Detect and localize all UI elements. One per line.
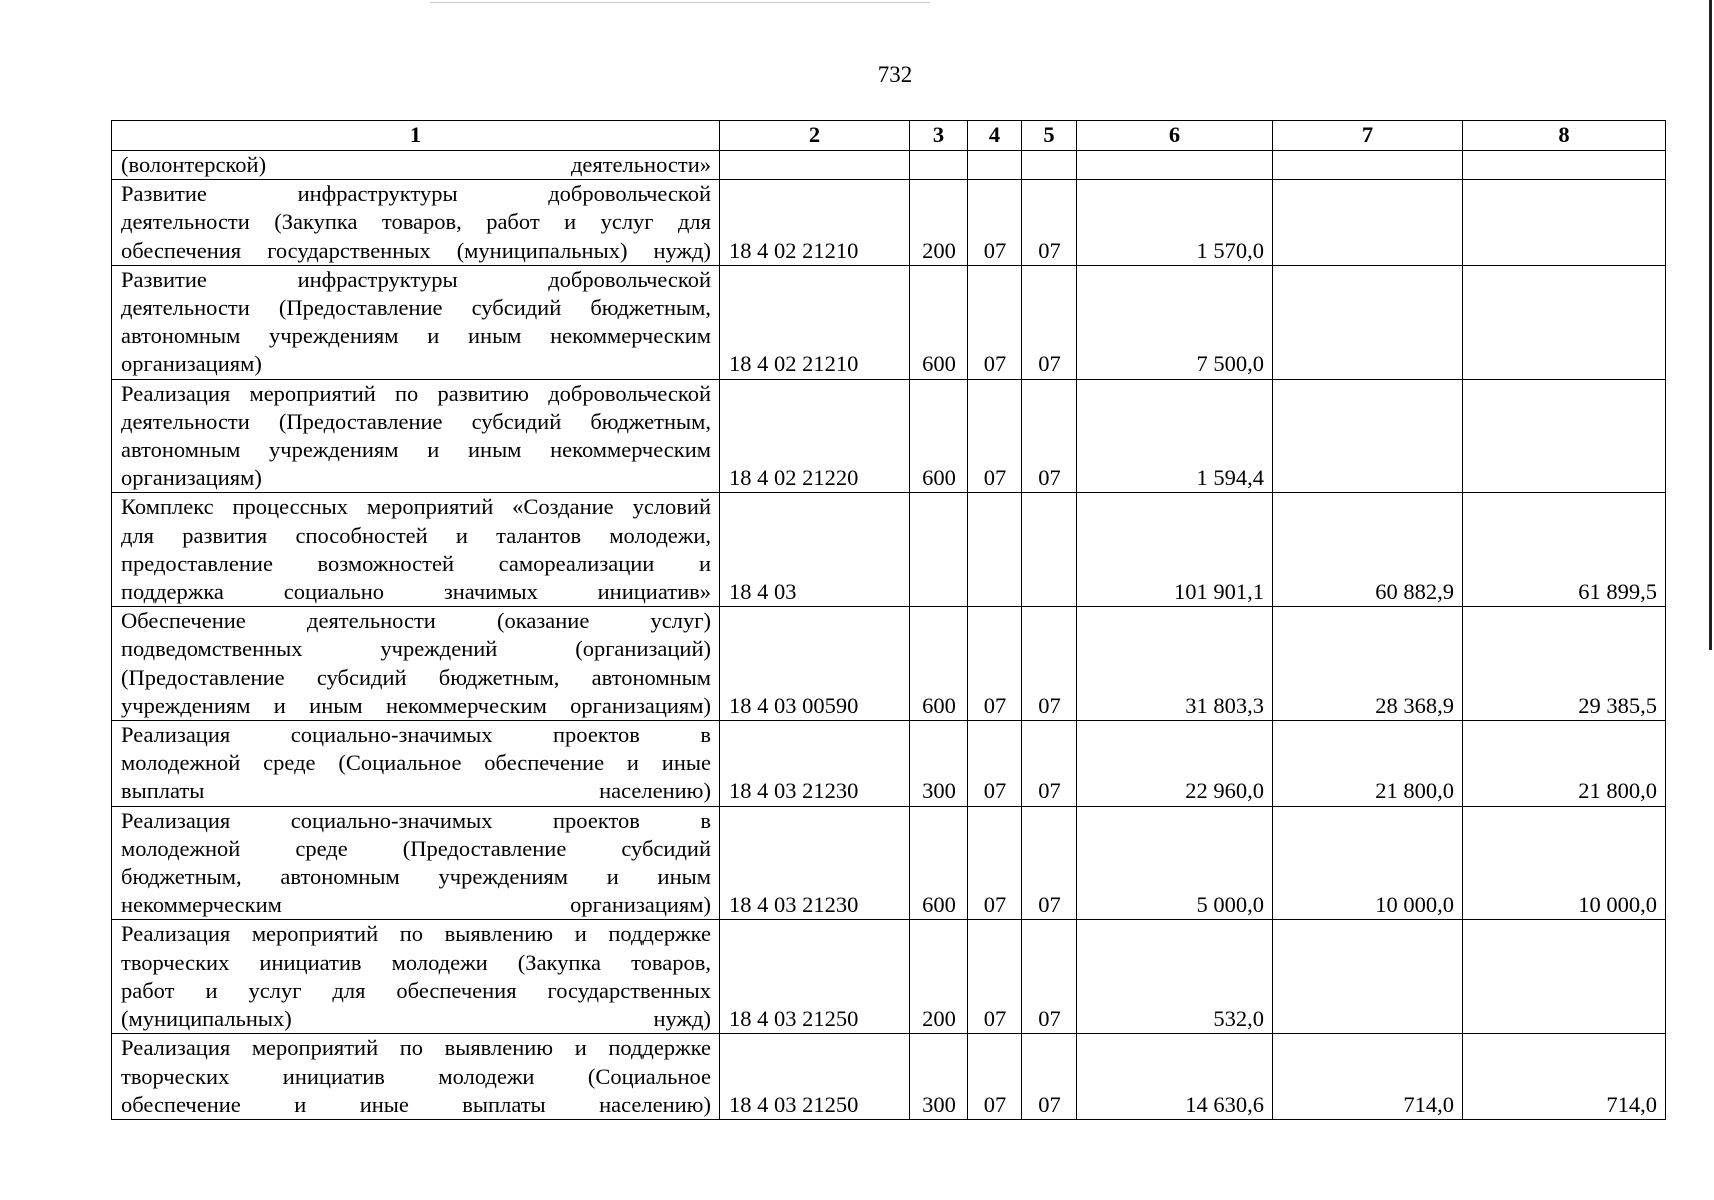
amount-col-6-cell: 5 000,0 (1077, 806, 1273, 920)
header-col-3: 3 (910, 121, 968, 151)
amount-col-7-cell: 60 882,9 (1273, 493, 1463, 607)
row-name-line: Реализация мероприятий по выявлению и поддержке (121, 921, 711, 947)
row-name-line: выплаты населению) (121, 778, 711, 804)
expense-type-cell: 300 (910, 1034, 968, 1120)
row-name-line: Реализация мероприятий по выявлению и поддержке (121, 1035, 711, 1061)
target-code-cell: 18 4 03 21230 (720, 806, 910, 920)
table-row (112, 920, 1666, 1034)
header-row (112, 121, 1666, 151)
row-name-cell (112, 607, 720, 721)
subsection-cell (1022, 493, 1077, 607)
row-name-line: предоставление возможностей самореализации и (121, 550, 711, 576)
row-name-line: поддержка социально значимых инициатив» (121, 579, 711, 605)
target-code-cell: 18 4 03 21250 (720, 920, 910, 1034)
amount-col-7-cell (1273, 151, 1463, 180)
amount-col-6-cell (1077, 151, 1273, 180)
amount-col-6-cell: 101 901,1 (1077, 493, 1273, 607)
row-name-line: работ и услуг для обеспечения государственных (121, 977, 711, 1003)
amount-col-8-cell: 21 800,0 (1463, 721, 1666, 807)
amount-col-7-cell (1273, 920, 1463, 1034)
header-col-4: 4 (968, 121, 1022, 151)
budget-table (111, 120, 1666, 1120)
scan-top-rule (430, 2, 930, 3)
amount-col-6-cell: 14 630,6 (1077, 1034, 1273, 1120)
header-col-1: 1 (112, 121, 720, 151)
target-code-cell: 18 4 03 (720, 493, 910, 607)
subsection-cell: 07 (1022, 1034, 1077, 1120)
amount-col-8-cell: 29 385,5 (1463, 607, 1666, 721)
row-name-line: (Предоставление субсидий бюджетным, автономным (121, 664, 711, 690)
target-code-cell (720, 151, 910, 180)
row-name-line: (волонтерской) деятельности» (121, 152, 711, 177)
table-row (112, 151, 1666, 180)
header-col-5: 5 (1022, 121, 1077, 151)
amount-col-6-cell: 1 594,4 (1077, 379, 1273, 493)
row-name-cell (112, 721, 720, 807)
table-row (112, 607, 1666, 721)
amount-col-8-cell (1463, 180, 1666, 266)
row-name-cell (112, 180, 720, 266)
amount-col-6-cell: 1 570,0 (1077, 180, 1273, 266)
section-cell: 07 (968, 265, 1022, 379)
amount-col-7-cell: 21 800,0 (1273, 721, 1463, 807)
table-row (112, 180, 1666, 266)
row-name-line: творческих инициатив молодежи (Социальное (121, 1063, 711, 1089)
row-name-cell (112, 920, 720, 1034)
row-name-line: автономным учреждениям и иным некоммерческим (121, 437, 711, 463)
row-name-line: Обеспечение деятельности (оказание услуг) (121, 608, 711, 634)
row-name-line: для развития способностей и талантов молодежи, (121, 522, 711, 548)
subsection-cell: 07 (1022, 607, 1077, 721)
table-row (112, 1034, 1666, 1120)
amount-col-7-cell (1273, 379, 1463, 493)
row-name-line: творческих инициатив молодежи (Закупка товаров, (121, 949, 711, 975)
expense-type-cell: 600 (910, 607, 968, 721)
section-cell (968, 493, 1022, 607)
scan-edge-line (1709, 0, 1712, 650)
row-name-line: (муниципальных) нужд) (121, 1006, 711, 1032)
target-code-cell: 18 4 02 21210 (720, 265, 910, 379)
target-code-cell: 18 4 03 21230 (720, 721, 910, 807)
row-name-line: Реализация мероприятий по развитию добровольческой (121, 380, 711, 406)
subsection-cell: 07 (1022, 920, 1077, 1034)
header-col-6: 6 (1077, 121, 1273, 151)
row-name-line: бюджетным, автономным учреждениям и иным (121, 864, 711, 890)
header-col-7: 7 (1273, 121, 1463, 151)
amount-col-8-cell (1463, 379, 1666, 493)
row-name-line: организациям) (121, 351, 262, 377)
expense-type-cell (910, 493, 968, 607)
section-cell (968, 151, 1022, 180)
row-name-line: деятельности (Закупка товаров, работ и услуг для (121, 209, 711, 235)
amount-col-8-cell: 61 899,5 (1463, 493, 1666, 607)
section-cell: 07 (968, 607, 1022, 721)
subsection-cell: 07 (1022, 379, 1077, 493)
expense-type-cell: 300 (910, 721, 968, 807)
row-name-line: обеспечение и иные выплаты населению) (121, 1091, 711, 1117)
amount-col-8-cell: 714,0 (1463, 1034, 1666, 1120)
row-name-line: некоммерческим организациям) (121, 892, 711, 918)
row-name-line: Развитие инфраструктуры добровольческой (121, 266, 711, 292)
row-name-cell (112, 493, 720, 607)
row-name-cell (112, 1034, 720, 1120)
subsection-cell: 07 (1022, 806, 1077, 920)
section-cell: 07 (968, 1034, 1022, 1120)
row-name-cell (112, 265, 720, 379)
section-cell: 07 (968, 806, 1022, 920)
table-row (112, 721, 1666, 807)
amount-col-8-cell: 10 000,0 (1463, 806, 1666, 920)
amount-col-6-cell: 31 803,3 (1077, 607, 1273, 721)
row-name-line: молодежной среде (Предоставление субсидий (121, 835, 711, 861)
row-name-line: Реализация социально-значимых проектов в (121, 807, 711, 833)
amount-col-8-cell (1463, 920, 1666, 1034)
table-body (112, 151, 1666, 1120)
expense-type-cell (910, 151, 968, 180)
row-name-cell (112, 151, 720, 180)
row-name-line: Реализация социально-значимых проектов в (121, 722, 711, 748)
amount-col-7-cell: 28 368,9 (1273, 607, 1463, 721)
expense-type-cell: 200 (910, 180, 968, 266)
table-row (112, 493, 1666, 607)
section-cell: 07 (968, 920, 1022, 1034)
subsection-cell (1022, 151, 1077, 180)
expense-type-cell: 600 (910, 265, 968, 379)
table-row (112, 379, 1666, 493)
section-cell: 07 (968, 180, 1022, 266)
subsection-cell: 07 (1022, 265, 1077, 379)
amount-col-7-cell: 714,0 (1273, 1034, 1463, 1120)
row-name-cell (112, 379, 720, 493)
header-col-2: 2 (720, 121, 910, 151)
target-code-cell: 18 4 03 00590 (720, 607, 910, 721)
target-code-cell: 18 4 02 21220 (720, 379, 910, 493)
row-name-line: Комплекс процессных мероприятий «Создание условий (121, 494, 711, 520)
row-name-cell (112, 806, 720, 920)
page-number: 732 (877, 62, 913, 87)
subsection-cell: 07 (1022, 721, 1077, 807)
amount-col-7-cell (1273, 180, 1463, 266)
amount-col-6-cell: 7 500,0 (1077, 265, 1273, 379)
amount-col-8-cell (1463, 265, 1666, 379)
table-row (112, 806, 1666, 920)
amount-col-6-cell: 22 960,0 (1077, 721, 1273, 807)
row-name-line: подведомственных учреждений (организаций) (121, 636, 711, 662)
row-name-line: автономным учреждениям и иным некоммерческим (121, 323, 711, 349)
target-code-cell: 18 4 02 21210 (720, 180, 910, 266)
subsection-cell: 07 (1022, 180, 1077, 266)
amount-col-8-cell (1463, 151, 1666, 180)
amount-col-7-cell: 10 000,0 (1273, 806, 1463, 920)
row-name-line: деятельности (Предоставление субсидий бюджетным, (121, 295, 711, 321)
expense-type-cell: 600 (910, 806, 968, 920)
section-cell: 07 (968, 379, 1022, 493)
row-name-line: Развитие инфраструктуры добровольческой (121, 181, 711, 207)
expense-type-cell: 600 (910, 379, 968, 493)
section-cell: 07 (968, 721, 1022, 807)
expense-type-cell: 200 (910, 920, 968, 1034)
row-name-line: обеспечения государственных (муниципальных) нужд) (121, 237, 711, 263)
row-name-line: организациям) (121, 465, 262, 491)
amount-col-6-cell: 532,0 (1077, 920, 1273, 1034)
table-row (112, 265, 1666, 379)
header-col-8: 8 (1463, 121, 1666, 151)
row-name-line: молодежной среде (Социальное обеспечение и иные (121, 750, 711, 776)
amount-col-7-cell (1273, 265, 1463, 379)
row-name-line: учреждениям и иным некоммерческим организациям) (121, 692, 711, 718)
target-code-cell: 18 4 03 21250 (720, 1034, 910, 1120)
row-name-line: деятельности (Предоставление субсидий бюджетным, (121, 408, 711, 434)
